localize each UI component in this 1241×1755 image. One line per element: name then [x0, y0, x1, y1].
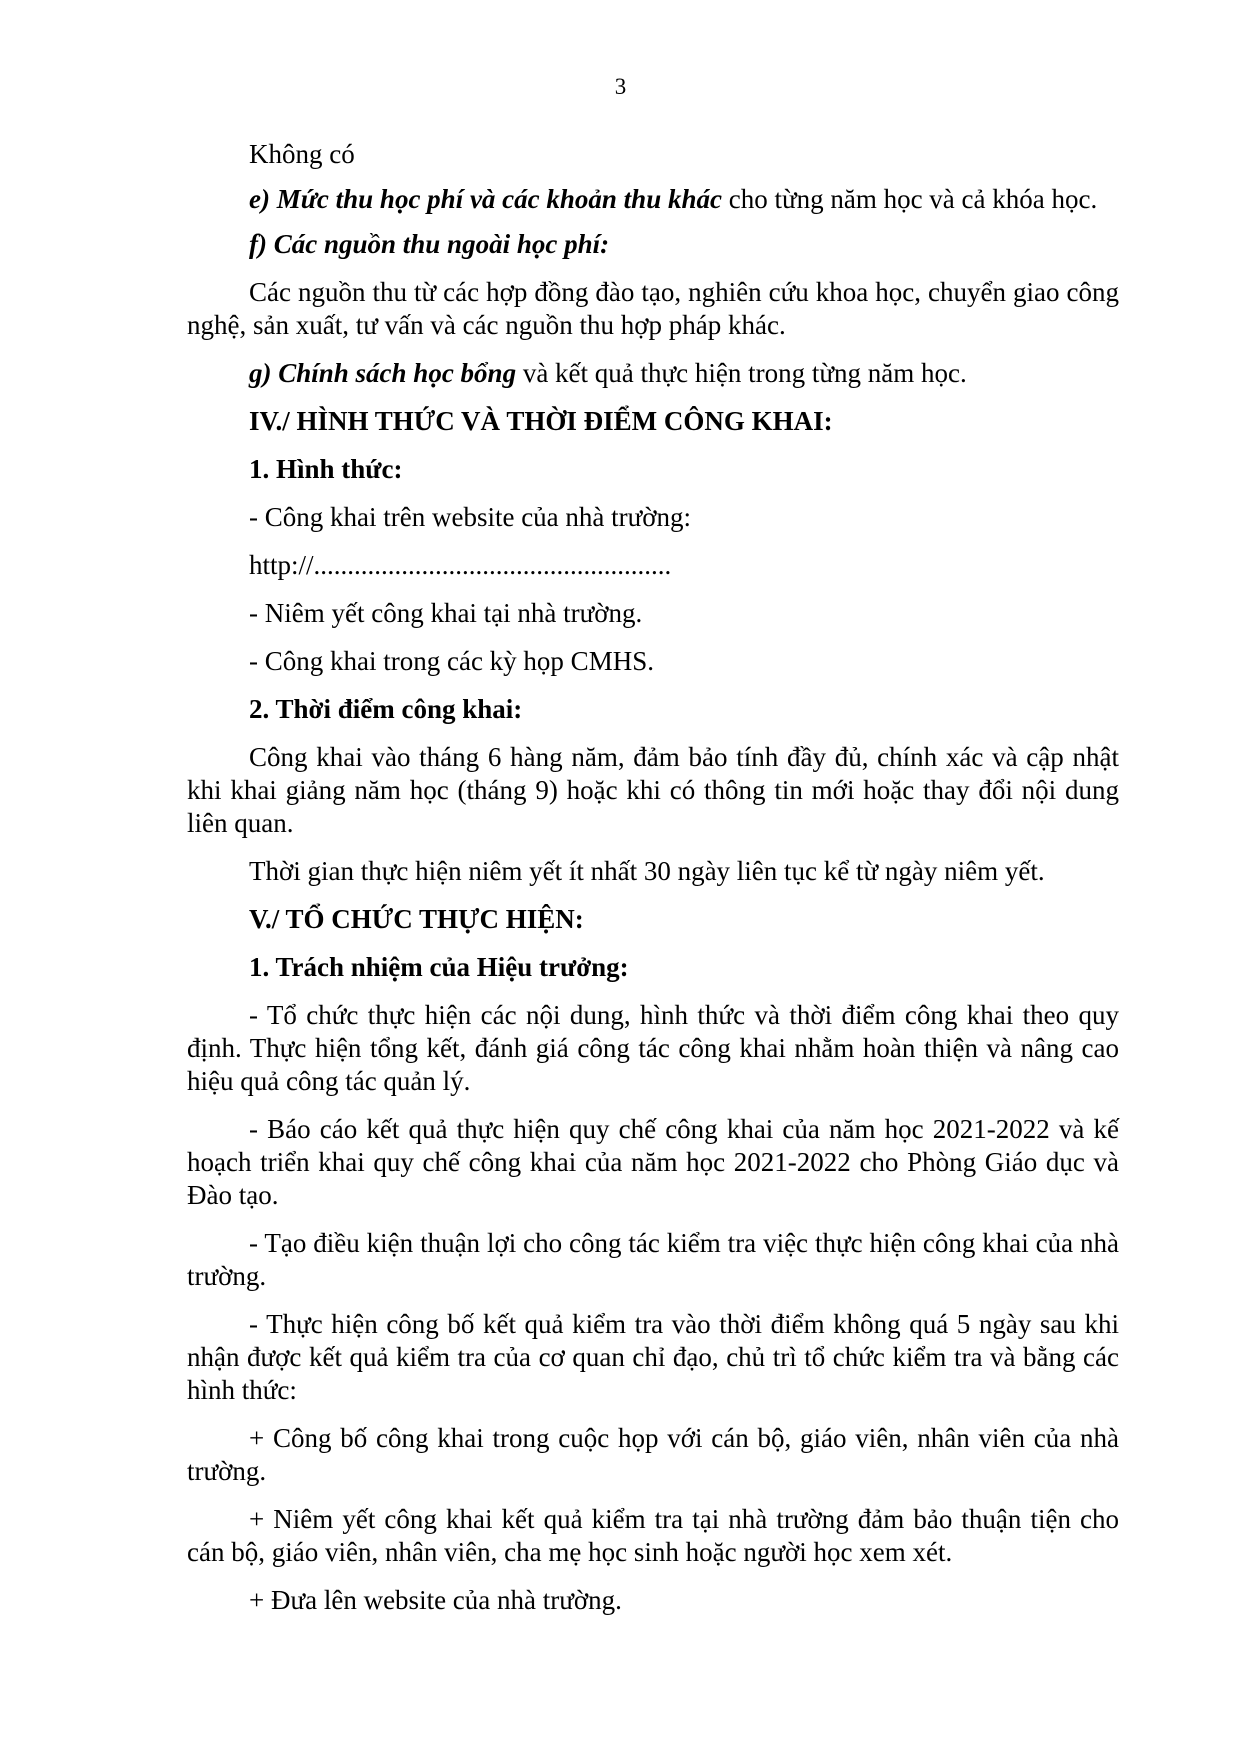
subsection-principal-heading: 1. Trách nhiệm của Hiệu trưởng: [249, 952, 629, 982]
heading-other-revenue: f) Các nguồn thu ngoài học phí: [249, 229, 610, 259]
paragraph-publication-time: Công khai vào tháng 6 hàng năm, đảm bảo tính đầy đủ, chính xác và cập nhật khi khai giảng năm học (tháng 9) hoặc khi có thông tin mới hoặc thay đổi nội dung liên quan. [187, 742, 1119, 838]
paragraph-organize: - Tổ chức thực hiện các nội dung, hình thức và thời điểm công khai theo quy định. Thực hiện tổng kết, đánh giá công tác công khai nhằm hoàn thiện và nâng cao hiệu quả công tác quản lý. [187, 1000, 1119, 1096]
tuition-text: cho từng năm học và cả khóa học. [721, 184, 1098, 214]
paragraph-report: - Báo cáo kết quả thực hiện quy chế công khai của năm học 2021-2022 và kế hoạch triển khai quy chế công khai của năm học 2021-2022 cho Phòng Giáo dục và Đào tạo. [187, 1114, 1119, 1210]
tuition-heading: e) Mức thu học phí và các khoản thu khác [249, 184, 722, 214]
paragraph-facilitate: - Tạo điều kiện thuận lợi cho công tác kiểm tra việc thực hiện công khai của nhà trường. [187, 1228, 1119, 1291]
paragraph-posting-duration: Thời gian thực hiện niêm yết ít nhất 30 ngày liên tục kể từ ngày niêm yết. [249, 856, 1045, 886]
page-number: 3 [614, 74, 627, 99]
website-url-placeholder: http://..................................................... [249, 550, 672, 580]
document-body [187, 138, 1119, 1632]
list-item-posting: - Niêm yết công khai tại nhà trường. [249, 598, 643, 628]
scholarship-heading: g) Chính sách học bổng [249, 358, 517, 388]
paragraph-scholarship [187, 357, 1119, 390]
subsection-form-heading: 1. Hình thức: [249, 454, 403, 484]
section-v-heading: V./ TỔ CHỨC THỰC HIỆN: [249, 904, 584, 934]
section-iv-heading: IV./ HÌNH THỨC VÀ THỜI ĐIỂM CÔNG KHAI: [249, 406, 833, 436]
list-item-website: - Công khai trên website của nhà trường: [249, 502, 692, 532]
list-item-meeting: + Công bố công khai trong cuộc họp với cán bộ, giáo viên, nhân viên của nhà trường. [187, 1423, 1119, 1486]
paragraph-tuition [187, 183, 1119, 216]
paragraph-announce-results: - Thực hiện công bố kết quả kiểm tra vào thời điểm không quá 5 ngày sau khi nhận được kết quả kiểm tra của cơ quan chỉ đạo, chủ trì tổ chức kiểm tra và bằng các hình thức: [187, 1309, 1119, 1405]
subsection-time-heading: 2. Thời điểm công khai: [249, 694, 523, 724]
list-item-post-results: + Niêm yết công khai kết quả kiểm tra tại nhà trường đảm bảo thuận tiện cho cán bộ, giáo viên, nhân viên, cha mẹ học sinh hoặc người học xem xét. [187, 1504, 1119, 1567]
scholarship-text: và kết quả thực hiện trong từng năm học. [516, 358, 967, 388]
list-item-parent-meetings: - Công khai trong các kỳ họp CMHS. [249, 646, 654, 676]
list-item-upload-website: + Đưa lên website của nhà trường. [249, 1585, 622, 1615]
paragraph-no-info: Không có [249, 139, 355, 169]
paragraph-revenue-sources: Các nguồn thu từ các hợp đồng đào tạo, nghiên cứu khoa học, chuyển giao công nghệ, sản xuất, tư vấn và các nguồn thu hợp pháp khác. [187, 277, 1119, 340]
